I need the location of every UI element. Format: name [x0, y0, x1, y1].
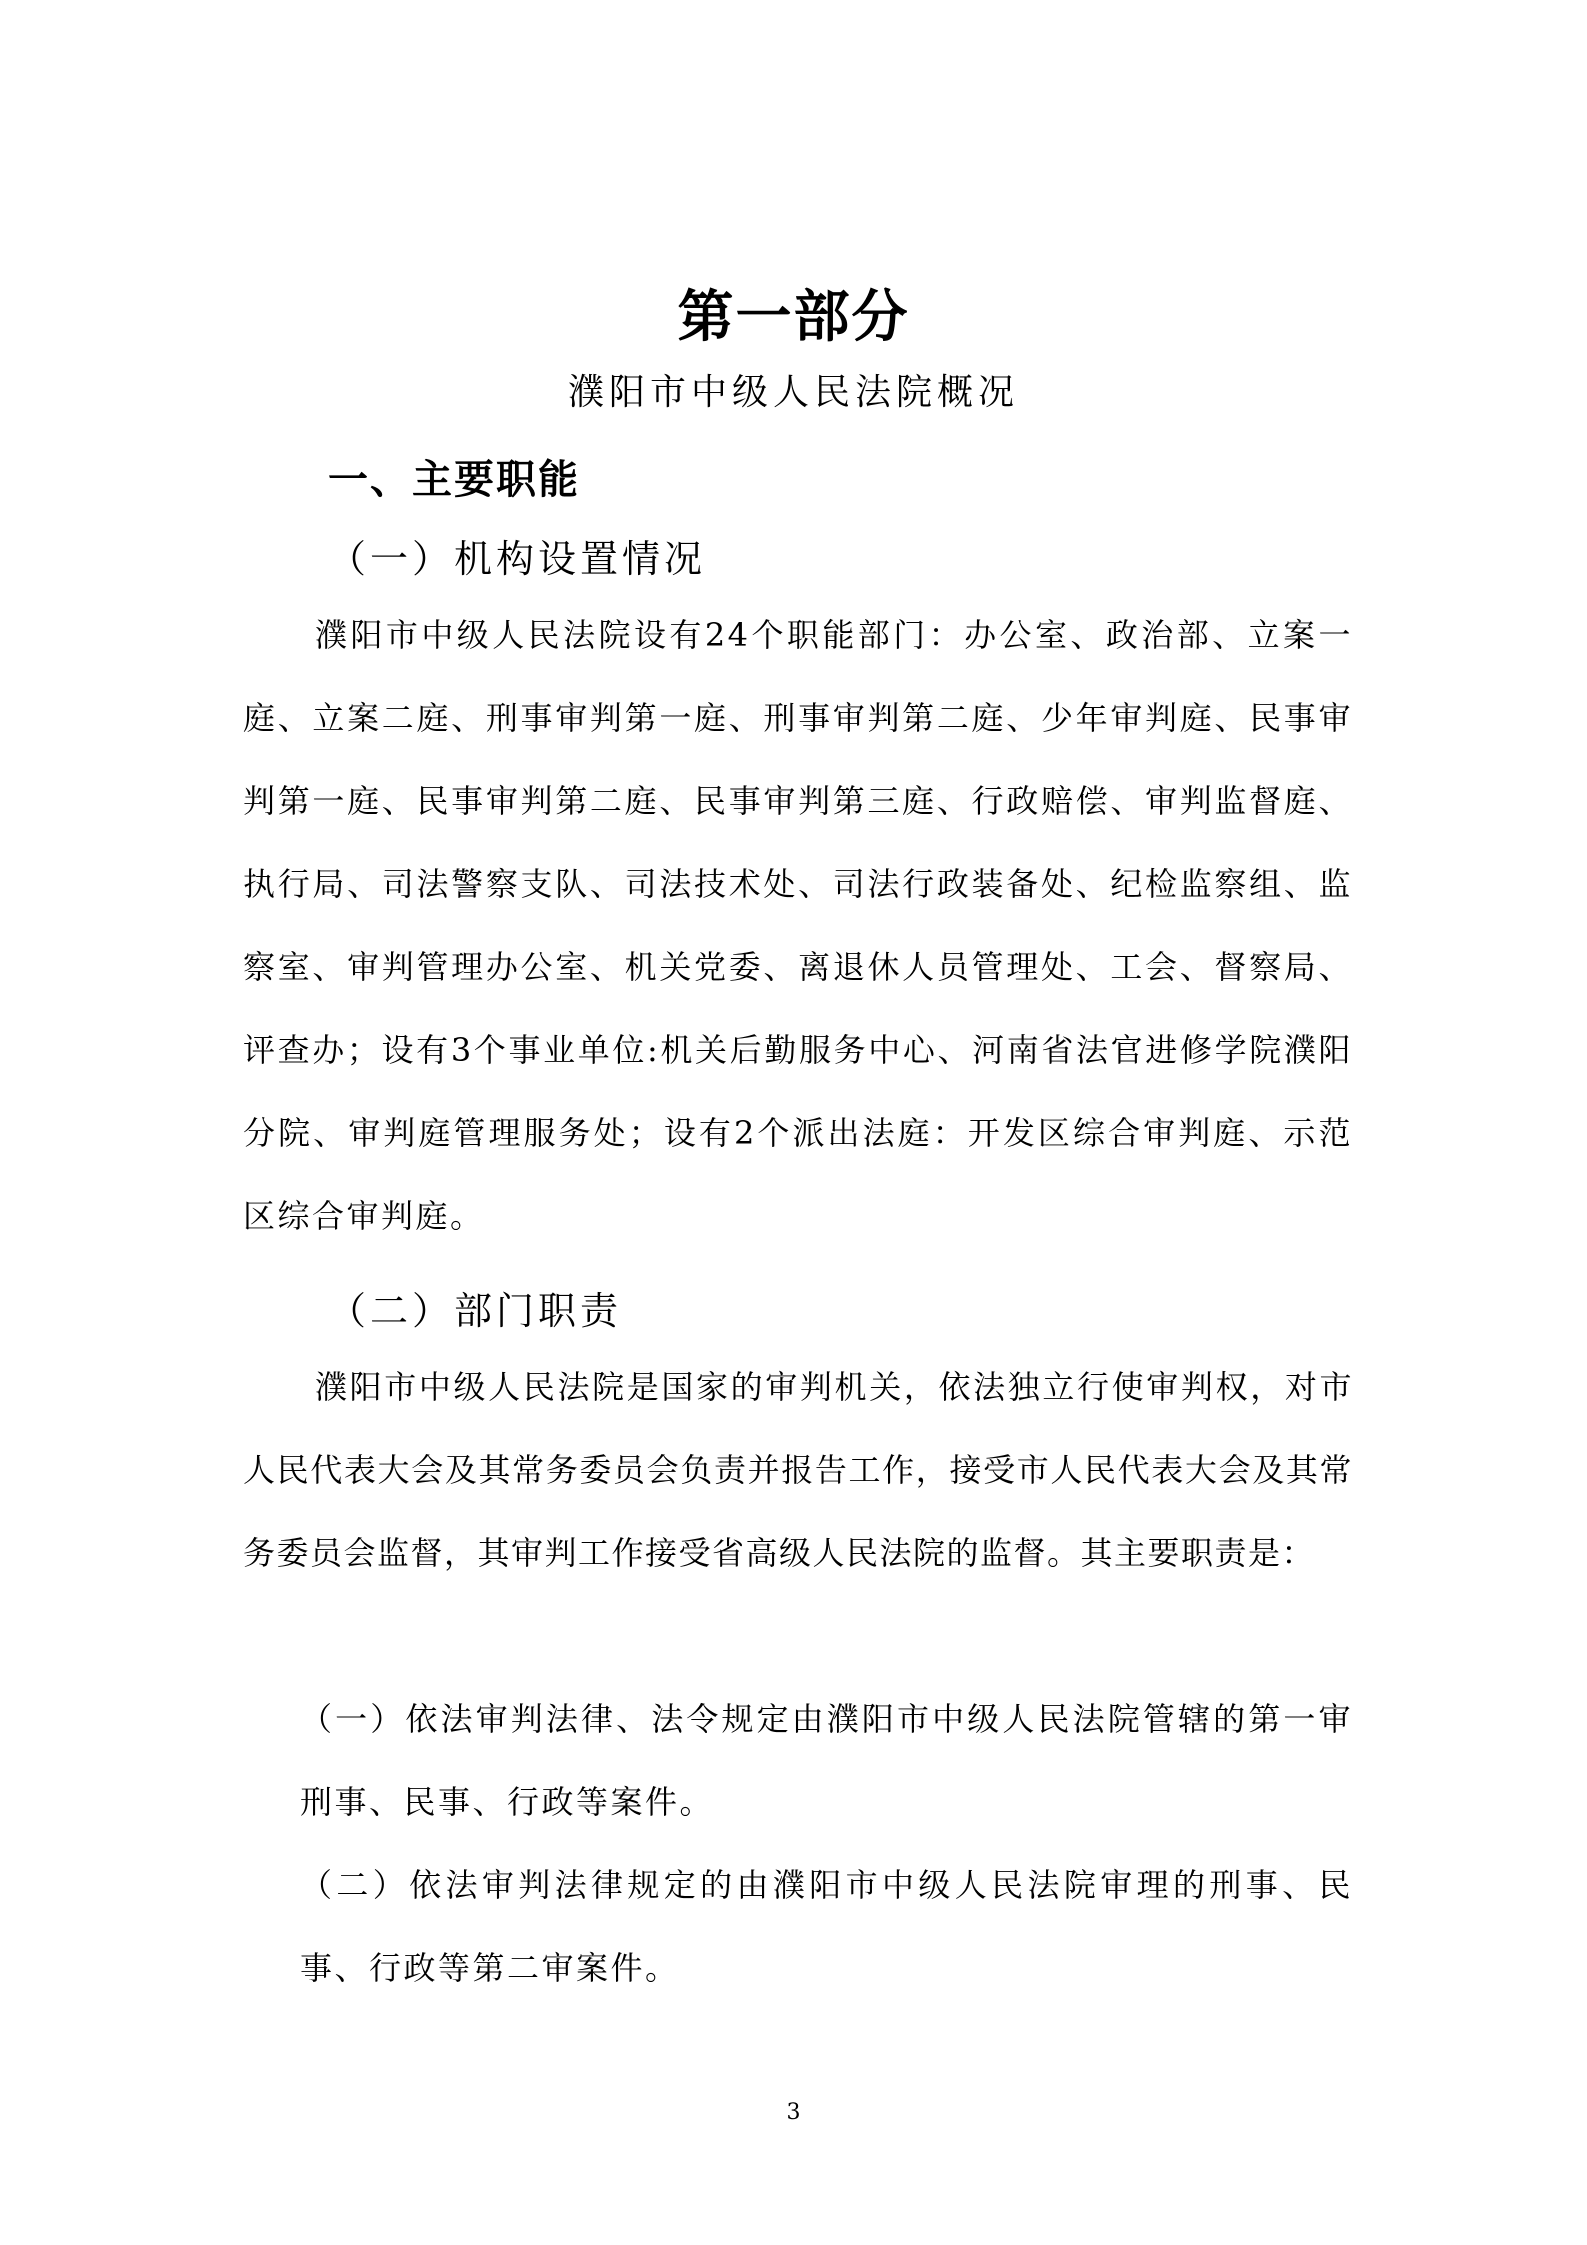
section-heading: 一、主要职能 — [328, 457, 580, 503]
responsibility-item: （二）依法审判法律规定的由濮阳市中级人民法院审理的刑事、民事、行政等第二审案件。 — [300, 1866, 1353, 1987]
page-number: 3 — [786, 2100, 801, 2125]
responsibilities-paragraph: 濮阳市中级人民法院是国家的审判机关，依法独立行使审判权，对市人民代表大会及其常务委员会负责并报告工作，接受市人民代表大会及其常务委员会监督，其审判工作接受省高级人民法院的监督。其主要职责是： — [243, 1368, 1353, 1572]
subsection-heading-responsibilities: （二）部门职责 — [328, 1289, 623, 1333]
organization-paragraph: 濮阳市中级人民法院设有24个职能部门：办公室、政治部、立案一庭、立案二庭、刑事审判第一庭、刑事审判第二庭、少年审判庭、民事审判第一庭、民事审判第二庭、民事审判第三庭、行政赔偿、审判监督庭、执行局、司法警察支队、司法技术处、司法行政装备处、纪检监察组、监察室、审判管理办公室、机关党委、离退休人员管理处、工会、督察局、评查办；设有3个事业单位:机关后勤服务中心、河南省法官进修学院濮阳分院、审判庭管理服务处；设有2个派出法庭：开发区综合审判庭、示范区综合审判庭。 — [243, 616, 1353, 1235]
document-title: 第一部分 — [677, 285, 910, 350]
subsection-heading-organization: （一）机构设置情况 — [328, 537, 707, 581]
responsibility-item: （一）依法审判法律、法令规定由濮阳市中级人民法院管辖的第一审刑事、民事、行政等案件。 — [300, 1700, 1353, 1821]
document-subtitle: 濮阳市中级人民法院概况 — [567, 372, 1019, 413]
